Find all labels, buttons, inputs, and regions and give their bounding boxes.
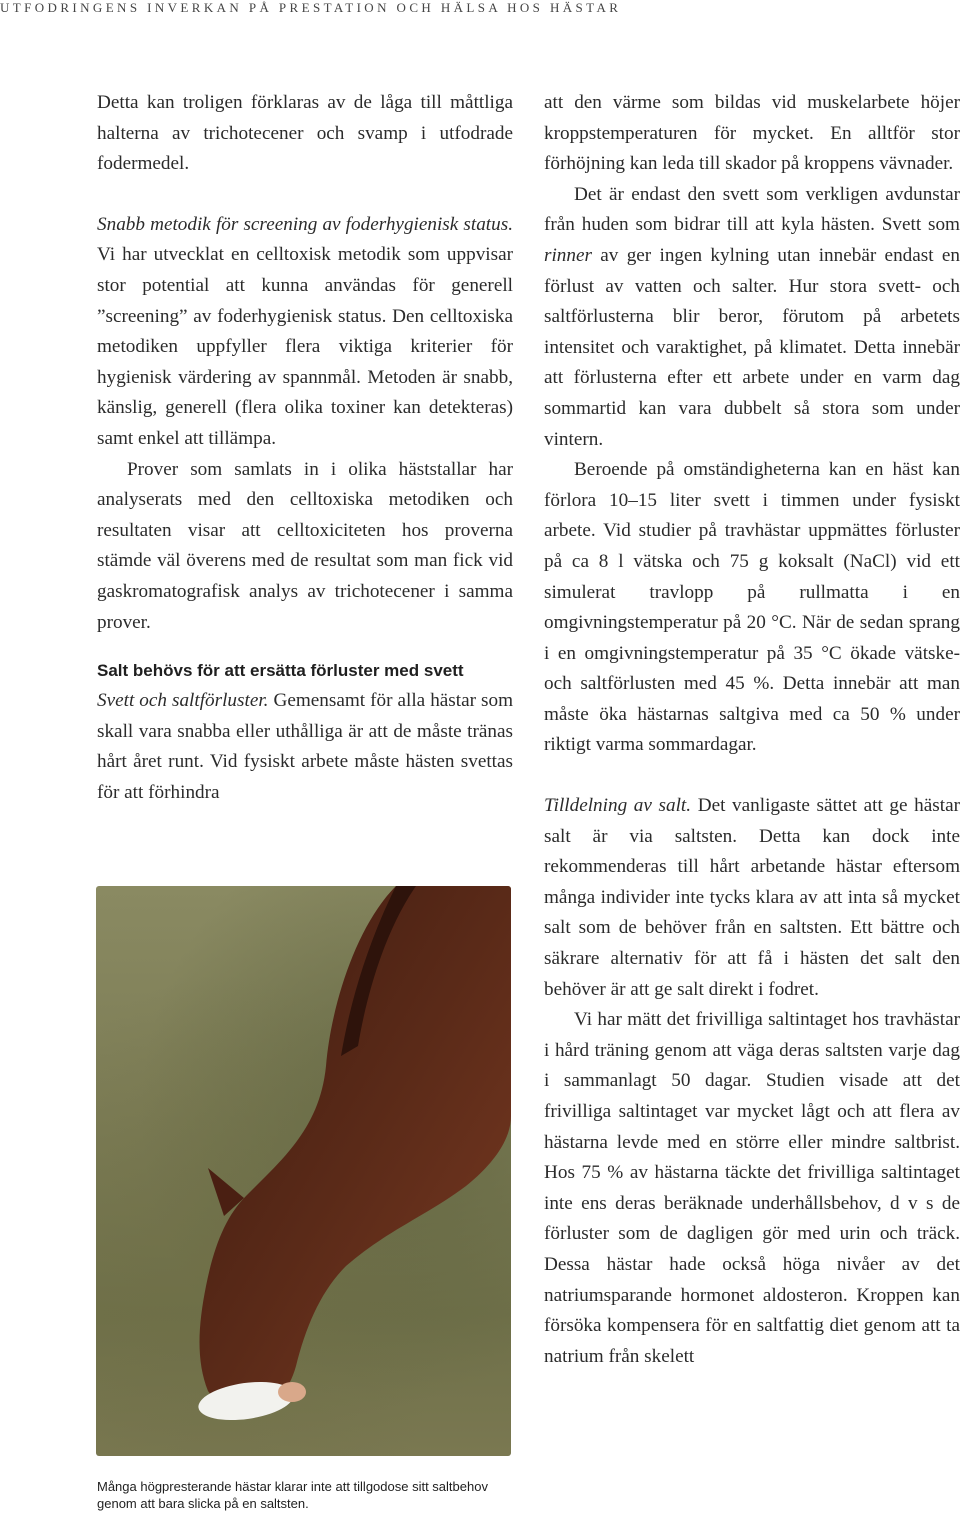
run-in-heading: Svett och saltförluster. — [97, 690, 269, 712]
emphasis: rinner — [544, 244, 592, 266]
paragraph-text: Det är endast den svett som verkligen avdunstar från huden som bidrar till att kyla hästen. Svett som — [544, 183, 960, 236]
right-column — [544, 88, 960, 1372]
paragraph — [97, 210, 513, 455]
paragraph: Detta kan troligen förklaras av de låga till måttliga halterna av trichotecener och svamp i utfodrade fodermedel. — [97, 92, 513, 175]
horse-muzzle — [278, 1382, 306, 1402]
paragraph-text: Vi har utvecklat en celltoxisk metodik som uppvisar stor potential att kunna användas för generell ”screening” av foderhygienisk status. Den celltoxiska metodiken uppfyller flera viktiga kriterier för hygienisk värdering av spannmål. Metoden är snabb, känslig, generell (flera olika toxiner kan detekteras) samt enkel att tillämpa. — [97, 244, 513, 449]
paragraph: Vi har mätt det frivilliga saltintaget hos travhästar i hård träning genom att väga deras saltsten varje dag i sammanlagt 50 dagar. Studien visade att det frivilliga saltintaget var mycket lågt och att flera av hästarna levde med en större eller mindre saltbrist. Hos 75 % av hästarna täckte det frivilliga saltintaget inte ens deras beräknade underhållsbehov, d v s de förluster som de dagligen gör med urin och träck. Dessa hästar hade också höga nivåer av det natriumsparande hormonet aldosteron. Kroppen kan försöka kompensera för en saltfattig diet genom att ta natrium från skelett — [544, 1009, 960, 1367]
run-in-heading: Snabb metodik för screening av foderhygienisk status. — [97, 213, 513, 235]
left-column — [97, 88, 513, 808]
paragraph-text: Gemensamt för alla hästar som skall vara snabba eller uthålliga är att de måste tränas hårt året runt. Vid fysiskt arbete måste hästen svettas för att förhindra — [97, 690, 513, 803]
paragraph: Beroende på omständigheterna kan en häst kan förlora 10–15 liter svett i timmen under fysiskt arbete. Vid studier på travhästar uppmättes förluster på ca 8 l vätska och 75 g koksalt (NaCl) vid ett simulerat travlopp på rullmatta i en omgivningstemperatur på 20 °C. När de sedan sprang i en omgivningstemperatur på 35 °C ökade vätske- och saltförlusten med 45 %. Detta innebär att man måste öka hästarnas saltgiva med ca 50 % under riktigt varma sommardagar. — [544, 459, 960, 756]
section-heading: Salt behövs för att ersätta förluster med svett — [97, 661, 464, 681]
paragraph-text: av ger ingen kylning utan innebär endast en förlust av vatten och salter. Hur stora svett- och saltförlusterna blir beror, förutom på arbetets intensitet och varaktighet, på klimatet. Detta innebär att förlusterna efter ett arbete under en varm dag sommartid kan vara dubbelt så stora som under vintern. — [544, 244, 960, 450]
paragraph: att den värme som bildas vid muskelarbete höjer kroppstemperaturen för mycket. En alltför stor förhöjning kan leda till skador på kroppens vävnader. — [544, 92, 960, 175]
horse-illustration — [96, 886, 511, 1456]
running-head: UTFODRINGENS INVERKAN PÅ PRESTATION OCH HÄLSA HOS HÄSTAR — [0, 0, 622, 15]
paragraph-text: Det vanligaste sättet att ge hästar salt är via saltsten. Detta kan dock inte rekommenderas till hårt arbetande hästar eftersom många individer inte tycks klara av att inta så mycket salt som de behöver från en saltsten. Ett bättre och säkrare alternativ för att få i hästen det salt den behöver är att ge salt direkt i fodret. — [544, 795, 960, 1000]
horse-photo — [96, 886, 511, 1456]
paragraph — [97, 686, 513, 808]
paragraph: Prover som samlats in i olika häststallar har analyserats med den celltoxiska metodiken och resultaten visar att celltoxiciteten hos proverna stämde väl överens med de resultat som man fick vid gaskromatografisk analys av trichotecener i samma prover. — [97, 458, 513, 633]
paragraph — [544, 180, 960, 455]
photo-caption: Många högpresterande hästar klarar inte att tillgodose sitt saltbehov genom att bara slicka på en saltsten. — [97, 1479, 488, 1511]
run-in-heading: Tilldelning av salt. — [544, 795, 692, 817]
paragraph — [544, 791, 960, 1005]
